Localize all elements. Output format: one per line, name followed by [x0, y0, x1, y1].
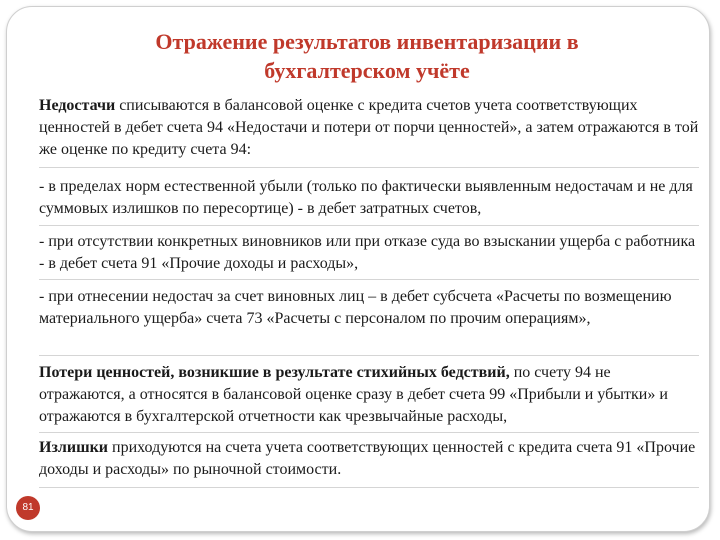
divider: [39, 279, 699, 280]
title-line-2: бухгалтерском учёте: [264, 58, 470, 83]
page-title: [67, 27, 667, 85]
paragraph-text: - при отнесении недостач за счет виновных лиц – в дебет субсчета «Расчеты по возмещению материального ущерба» счета 73 «Расчеты с персоналом по прочим операциям»,: [39, 288, 672, 327]
paragraph-bold-lead: Потери ценностей, возникшие в результате стихийных бедствий,: [39, 364, 510, 381]
divider: [39, 225, 699, 226]
slide-frame: [6, 6, 710, 532]
paragraph-bold-lead: Недостачи: [39, 97, 116, 114]
paragraph-bold-lead: Излишки: [39, 439, 109, 456]
paragraph-text: списываются в балансовой оценке с кредита счетов учета соответствующих ценностей в дебет счета 94 «Недостачи и потери от порчи ценностей», а затем отражаются в той же оценке по кредиту счета 94:: [39, 97, 699, 158]
paragraph-text: приходуются на счета учета соответствующих ценностей с кредита счета 91 «Прочие доходы и расходы» по рыночной стоимости.: [39, 439, 696, 478]
page-number-badge: 81: [16, 496, 40, 520]
paragraph-disasters: [39, 362, 699, 428]
paragraph-no-culprits: [39, 231, 699, 275]
paragraph-natural-loss: [39, 176, 699, 220]
title-line-1: Отражение результатов инвентаризации в: [155, 29, 579, 54]
divider: [39, 432, 699, 433]
paragraph-culprits: [39, 286, 699, 330]
paragraph-shortages: [39, 95, 699, 161]
paragraph-text: - в пределах норм естественной убыли (только по фактически выявленным недостачам и не для суммовых излишков по пересортице) - в дебет затратных счетов,: [39, 178, 693, 217]
paragraph-text: - при отсутствии конкретных виновников или при отказе суда во взыскании ущерба с работника - в дебет счета 91 «Прочие доходы и расходы»,: [39, 233, 696, 272]
divider: [39, 355, 699, 356]
divider: [39, 167, 699, 168]
divider: [39, 487, 699, 488]
paragraph-surpluses: [39, 437, 699, 481]
paragraph-text: по счету 94 не отражаются, а относятся в балансовой оценке сразу в дебет счета 99 «Прибыли и убытки» и отражаются в бухгалтерской отчетности как чрезвычайные расходы,: [39, 364, 668, 425]
